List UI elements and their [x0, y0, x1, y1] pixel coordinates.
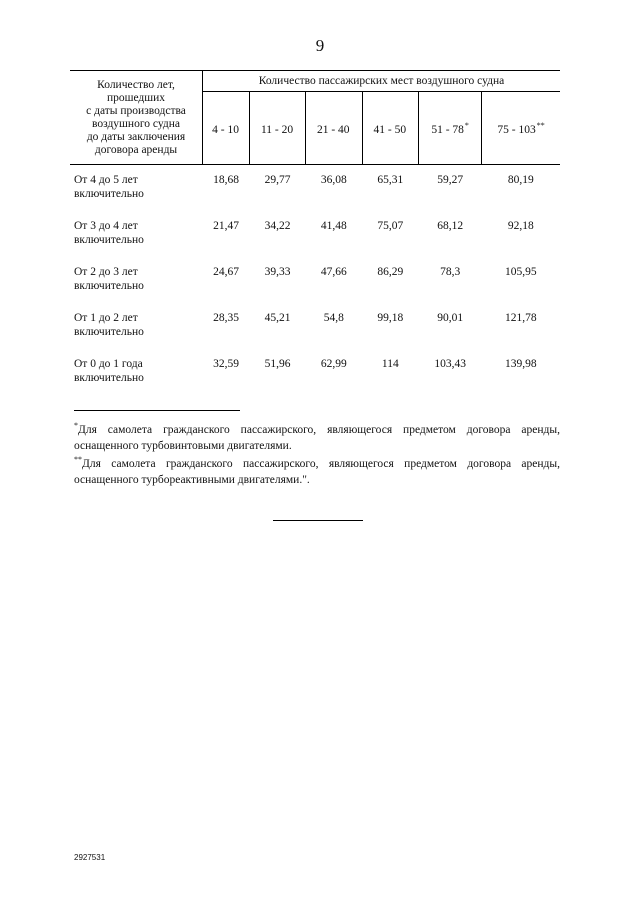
- table-cell: 45,21: [264, 312, 291, 324]
- column-header: 21 - 40: [305, 92, 362, 165]
- closing-divider: [273, 520, 363, 521]
- footnote-mark: **: [74, 455, 82, 464]
- footnote-divider: [74, 410, 240, 411]
- row-label: От 3 до 4 лет включительно: [74, 220, 144, 246]
- row-label: От 4 до 5 лет включительно: [74, 174, 144, 200]
- column-header: 51 - 78*: [419, 92, 482, 165]
- table-row: [70, 173, 560, 219]
- row-label: От 0 до 1 года включительно: [74, 358, 144, 384]
- table-cell: 28,35: [213, 312, 240, 324]
- table-cell: 51,96: [264, 358, 291, 370]
- row-header-line: до даты заключения: [86, 130, 186, 143]
- table-cell: 34,22: [264, 220, 291, 232]
- table-cell: 139,98: [505, 358, 537, 370]
- table-cell: 99,18: [377, 312, 404, 324]
- table-cell: 32,59: [213, 358, 240, 370]
- table-row: [70, 219, 560, 265]
- table-cell: 103,43: [434, 358, 466, 370]
- table-cell: 54,8: [323, 312, 344, 324]
- footnote: [74, 418, 560, 454]
- table-cell: 21,47: [213, 220, 240, 232]
- table-cell: 24,67: [213, 266, 240, 278]
- table-cell: 80,19: [507, 174, 534, 186]
- table-cell: 121,78: [505, 312, 537, 324]
- footnote-text: Для самолета гражданского пассажирского, являющегося предметом договора аренды, оснащенного турбовинтовыми двигателями.: [74, 423, 560, 452]
- table-cell: 105,95: [505, 266, 537, 278]
- table-row: [70, 265, 560, 311]
- footnote-text: Для самолета гражданского пассажирского, являющегося предметом договора аренды, оснащенного турбореактивными двигателями.".: [74, 457, 560, 486]
- table-cell: 62,99: [320, 358, 347, 370]
- column-header: 11 - 20: [250, 92, 306, 165]
- rates-table: [70, 70, 560, 403]
- column-header: 41 - 50: [362, 92, 419, 165]
- table-cell: 90,01: [437, 312, 464, 324]
- row-header-line: воздушного судна: [92, 117, 180, 130]
- row-header-line: Количество лет,: [97, 78, 175, 91]
- row-header-line: договора аренды: [94, 143, 178, 156]
- table-row: [70, 311, 560, 357]
- row-header-line: с даты производства: [86, 104, 186, 117]
- row-header-line: прошедших: [106, 91, 166, 104]
- table-cell: 18,68: [213, 174, 240, 186]
- group-header: Количество пассажирских мест воздушного судна: [203, 71, 561, 92]
- table-cell: 68,12: [437, 220, 464, 232]
- table-cell: 114: [381, 358, 399, 370]
- table-cell: 36,08: [320, 174, 347, 186]
- footnote: [74, 452, 560, 488]
- table-cell: 39,33: [264, 266, 291, 278]
- table-cell: 29,77: [264, 174, 291, 186]
- row-label: От 2 до 3 лет включительно: [74, 266, 144, 292]
- table-cell: 86,29: [377, 266, 404, 278]
- page-number: 9: [315, 36, 325, 55]
- table-cell: 92,18: [507, 220, 534, 232]
- table-cell: 47,66: [320, 266, 347, 278]
- row-label: От 1 до 2 лет включительно: [74, 312, 144, 338]
- row-header-cell: [70, 71, 203, 165]
- footnote-mark: *: [74, 421, 78, 430]
- table-row: [70, 357, 560, 403]
- table-cell: 41,48: [320, 220, 347, 232]
- table-cell: 75,07: [377, 220, 404, 232]
- column-header: 75 - 103**: [482, 92, 560, 165]
- column-header: 4 - 10: [203, 92, 250, 165]
- document-code: 2927531: [74, 853, 106, 862]
- table-cell: 65,31: [377, 174, 404, 186]
- table-cell: 59,27: [437, 174, 464, 186]
- table-cell: 78,3: [440, 266, 461, 278]
